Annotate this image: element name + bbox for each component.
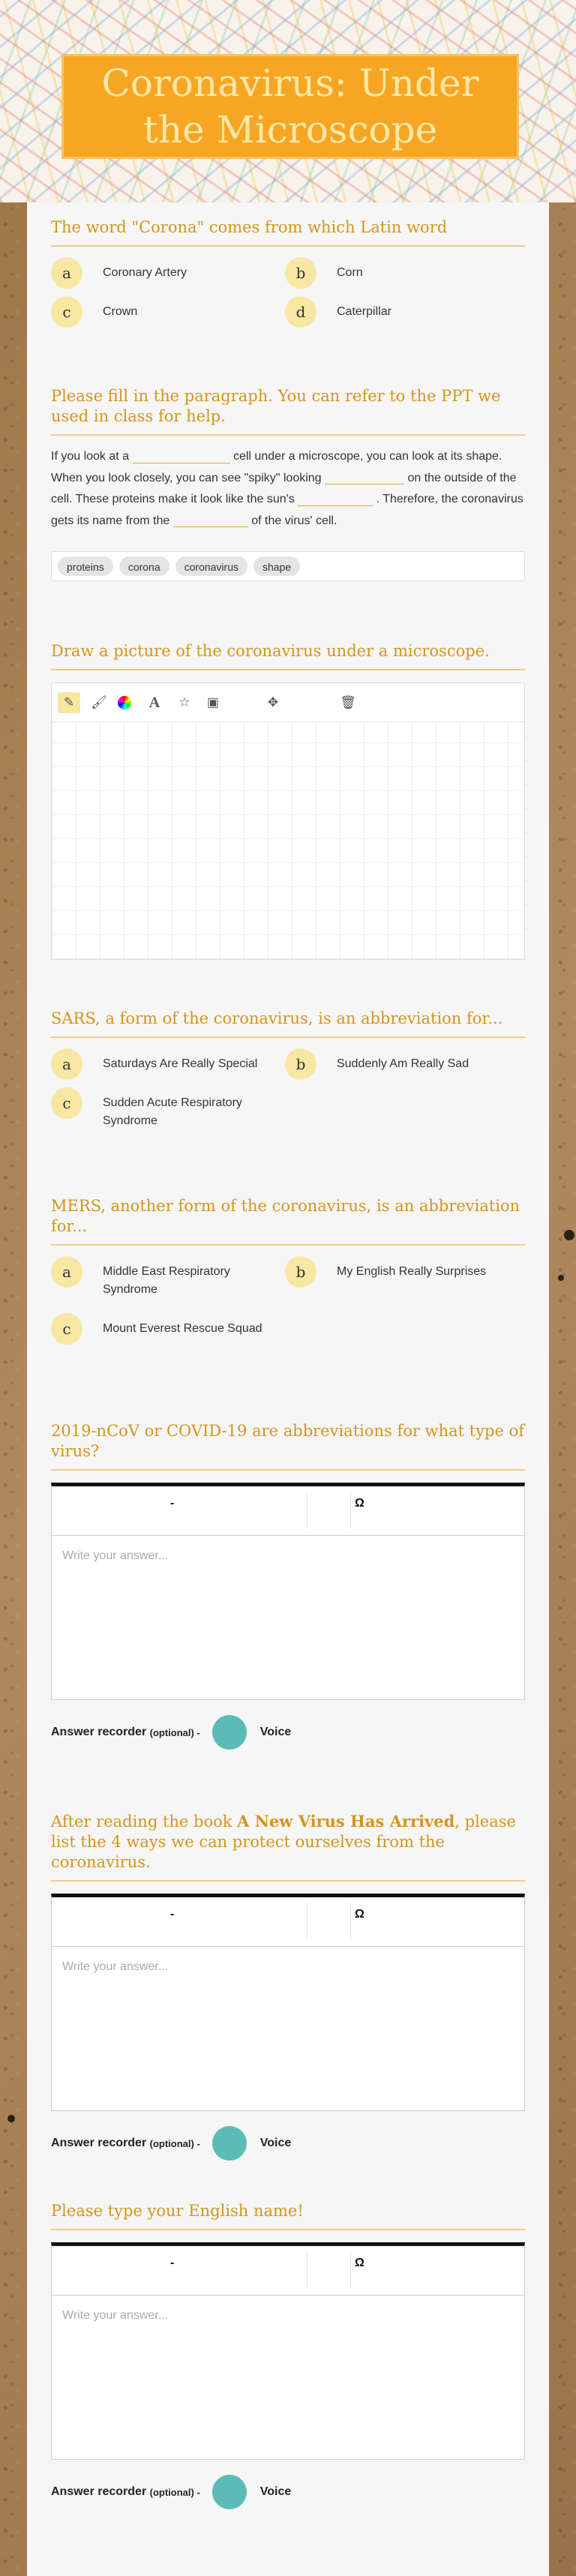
option-badge: c [51, 1087, 82, 1119]
toolbar-divider [307, 1492, 308, 1528]
question-title: Draw a picture of the coronavirus under a microscope. [51, 641, 525, 670]
worksheet [27, 202, 549, 2576]
option-a[interactable] [51, 1256, 276, 1299]
paragraph-text: of the virus' cell. [251, 514, 338, 527]
question-4 [51, 1009, 525, 1138]
toolbar-divider [350, 1903, 351, 1939]
option-b[interactable] [285, 1256, 510, 1288]
question-2 [51, 386, 525, 581]
question-title: MERS, another form of the coronavirus, is an abbreviation for... [51, 1196, 525, 1246]
answer-input[interactable]: Write your answer... [62, 2309, 169, 2322]
toolbar-divider [307, 2252, 308, 2288]
paragraph-text: If you look at a [51, 450, 130, 463]
answer-recorder [51, 1715, 525, 1750]
question-title: Please fill in the paragraph. You can refer to the PPT we used in class for help. [51, 386, 525, 436]
omega-button[interactable]: Ω [355, 1497, 364, 1510]
option-badge: d [285, 296, 316, 328]
question-7 [51, 1811, 525, 2161]
blank-1[interactable] [133, 450, 230, 463]
blank-4[interactable] [173, 514, 248, 527]
dash-button[interactable]: - [170, 1908, 175, 1921]
option-badge: b [285, 1048, 316, 1080]
option-label: My English Really Surprises [337, 1265, 487, 1278]
question-5 [51, 1196, 525, 1361]
paragraph-text: . Therefore, the coronavirus gets its name from the [51, 493, 524, 527]
question-title: SARS, a form of the coronavirus, is an abbreviation for... [51, 1009, 525, 1038]
answer-editor [51, 1894, 525, 2111]
title-text: After reading the book [51, 1813, 238, 1831]
option-badge: a [51, 1256, 82, 1288]
option-badge: c [51, 296, 82, 328]
voice-label: Voice [260, 2137, 292, 2149]
option-a[interactable] [51, 257, 276, 289]
drawing-toolbar [52, 683, 524, 722]
paragraph-text: on the outside of the cell. These proteins make it look like the sun's [51, 471, 517, 505]
recorder-label: Answer recorder [51, 2137, 147, 2149]
star-icon[interactable]: ☆ [178, 695, 190, 709]
recorder-label: Answer recorder [51, 1726, 147, 1738]
answer-input[interactable]: Write your answer... [62, 1960, 169, 1973]
option-d[interactable] [285, 296, 510, 328]
option-badge: b [285, 257, 316, 289]
dash-button[interactable]: - [170, 2257, 175, 2269]
page-title: Coronavirus: Under the Microscope [101, 61, 479, 151]
question-6 [51, 1421, 525, 1750]
question-1 [51, 217, 525, 332]
ink-splatter [564, 1230, 574, 1240]
option-c[interactable] [51, 296, 276, 328]
trash-icon[interactable]: 🗑 [340, 695, 356, 709]
blank-2[interactable] [325, 471, 404, 484]
option-label: Sudden Acute Respiratory Syndrome [103, 1096, 242, 1127]
option-label: Mount Everest Rescue Squad [103, 1322, 262, 1335]
brush-icon[interactable]: 🖌 [91, 695, 107, 709]
question-title: Please type your English name! [51, 2201, 525, 2230]
recorder-label: Answer recorder [51, 2485, 147, 2498]
voice-label: Voice [260, 1726, 292, 1738]
omega-button[interactable]: Ω [355, 1908, 364, 1921]
answer-input[interactable]: Write your answer... [62, 1549, 169, 1562]
recorder-optional: (optional) - [149, 1726, 200, 1738]
option-label: Saturdays Are Really Special [103, 1057, 258, 1070]
ink-splatter [558, 1275, 564, 1281]
option-badge: a [51, 1048, 82, 1080]
dash-button[interactable]: - [170, 1497, 175, 1510]
voice-label: Voice [260, 2485, 292, 2498]
record-button[interactable] [212, 2126, 247, 2161]
omega-button[interactable]: Ω [355, 2257, 364, 2269]
drawing-board [51, 682, 525, 960]
chip-shape[interactable]: shape [254, 556, 300, 576]
option-label: Crown [103, 305, 138, 318]
option-label: Corn [337, 266, 363, 279]
chip-proteins[interactable]: proteins [58, 556, 113, 576]
editor-toolbar [52, 1897, 524, 1947]
toolbar-divider [350, 1492, 351, 1528]
editor-toolbar [52, 2246, 524, 2296]
question-3 [51, 641, 525, 960]
question-title [51, 1811, 525, 1882]
option-label: Suddenly Am Really Sad [337, 1057, 470, 1070]
toolbar-divider [307, 1903, 308, 1939]
option-badge: b [285, 1256, 316, 1288]
fill-in-paragraph [51, 446, 525, 532]
ink-splatter [8, 2115, 15, 2122]
record-button[interactable] [212, 2475, 247, 2509]
text-icon[interactable]: A [148, 694, 160, 711]
book-title: A New Virus Has Arrived [237, 1812, 455, 1831]
title-box [62, 54, 519, 159]
chip-corona[interactable]: corona [119, 556, 170, 576]
record-button[interactable] [212, 1715, 247, 1750]
option-a[interactable] [51, 1048, 276, 1080]
option-badge: a [51, 257, 82, 289]
option-b[interactable] [285, 1048, 510, 1080]
header-banner [0, 0, 576, 202]
answer-editor [51, 2242, 525, 2460]
question-title: 2019-nCoV or COVID-19 are abbreviations for what type of virus? [51, 1421, 525, 1471]
option-label: Caterpillar [337, 305, 392, 318]
move-icon[interactable]: ✥ [267, 695, 279, 709]
option-c[interactable] [51, 1313, 276, 1345]
recorder-optional: (optional) - [149, 2137, 200, 2149]
answer-recorder [51, 2475, 525, 2509]
editor-toolbar [52, 1486, 524, 1536]
option-label: Coronary Artery [103, 266, 188, 279]
option-c[interactable] [51, 1087, 276, 1130]
paragraph-text: cell under a microscope, you can look at its shape. When you look closely, you can see "spiky" looking [51, 450, 502, 484]
chip-coronavirus[interactable]: coronavirus [176, 556, 248, 576]
option-b[interactable] [285, 257, 510, 289]
blank-3[interactable] [298, 493, 373, 506]
recorder-optional: (optional) - [149, 2486, 200, 2498]
pencil-icon[interactable]: ✎ [58, 692, 80, 713]
answer-recorder [51, 2126, 525, 2161]
option-badge: c [51, 1313, 82, 1345]
title-text: , please list the 4 ways we can protect ourselves from the coronavirus. [51, 1813, 516, 1871]
question-title: The word "Corona" comes from which Latin word [51, 217, 525, 247]
word-bank [51, 551, 525, 581]
image-icon[interactable]: ▣ [206, 695, 220, 709]
color-wheel-icon[interactable] [113, 692, 136, 713]
question-8 [51, 2201, 525, 2509]
drawing-canvas[interactable] [52, 722, 524, 959]
option-label: Middle East Respiratory Syndrome [103, 1265, 230, 1296]
answer-editor [51, 1483, 525, 1700]
toolbar-divider [350, 2252, 351, 2288]
